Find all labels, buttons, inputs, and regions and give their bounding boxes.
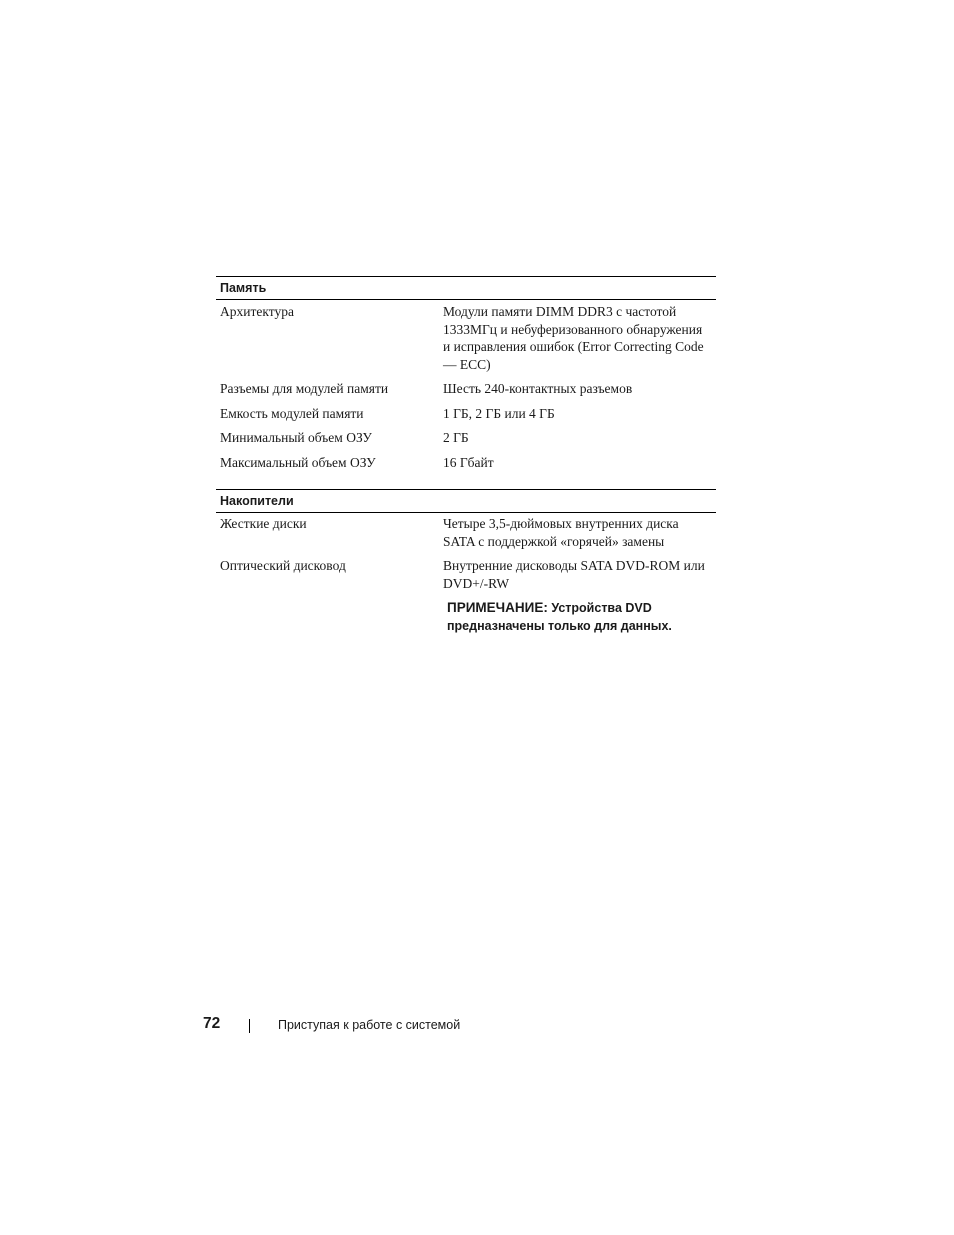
- spec-row-hard-drives: [216, 515, 716, 550]
- spec-value: 2 ГБ: [443, 430, 469, 445]
- spec-label: Минимальный объем ОЗУ: [220, 430, 372, 445]
- spec-label: Оптический дисковод: [220, 558, 346, 573]
- note-label: ПРИМЕЧАНИЕ:: [447, 600, 548, 615]
- spec-row-min-ram: [216, 429, 716, 447]
- spec-label: Разъемы для модулей памяти: [220, 381, 389, 396]
- spec-row-max-ram: [216, 454, 716, 472]
- spec-value: Шесть 240-контактных разъемов: [443, 381, 633, 396]
- spec-value: 16 Гбайт: [443, 454, 494, 470]
- footer-separator: [249, 1019, 250, 1033]
- spec-row-capacity: [216, 405, 716, 423]
- spec-rows: [216, 513, 716, 592]
- spec-label: Жесткие диски: [220, 516, 307, 531]
- section-heading: Память: [216, 276, 716, 300]
- section-heading: Накопители: [216, 489, 716, 513]
- footer-title: Приступая к работе с системой: [278, 1018, 461, 1032]
- spec-row-architecture: [216, 303, 716, 373]
- spec-rows: [216, 300, 716, 471]
- storage-section: [216, 489, 716, 635]
- spec-label: Емкость модулей памяти: [220, 405, 364, 421]
- spec-row-slots: [216, 380, 716, 398]
- spec-value: 1 ГБ, 2 ГБ или 4 ГБ: [443, 405, 555, 421]
- page-number: 72: [203, 1015, 221, 1032]
- note: [447, 599, 707, 635]
- spec-row-optical-drive: [216, 557, 716, 592]
- spec-label: Архитектура: [220, 304, 294, 319]
- spec-value: Модули памяти DIMM DDR3 с частотой 1333МГц и небуферизованного обнаружения и исправления ошибок (Error Correcting Code — ECC): [443, 304, 704, 372]
- spec-value: Внутренние дисководы SATA DVD-ROM или DVD+/-RW: [443, 558, 705, 591]
- spec-value: Четыре 3,5-дюймовых внутренних диска SATA с поддержкой «горячей» замены: [443, 516, 679, 549]
- memory-section: [216, 276, 716, 478]
- spec-label: Максимальный объем ОЗУ: [220, 454, 376, 470]
- note-text: Устройства DVD предназначены только для данных.: [447, 601, 672, 633]
